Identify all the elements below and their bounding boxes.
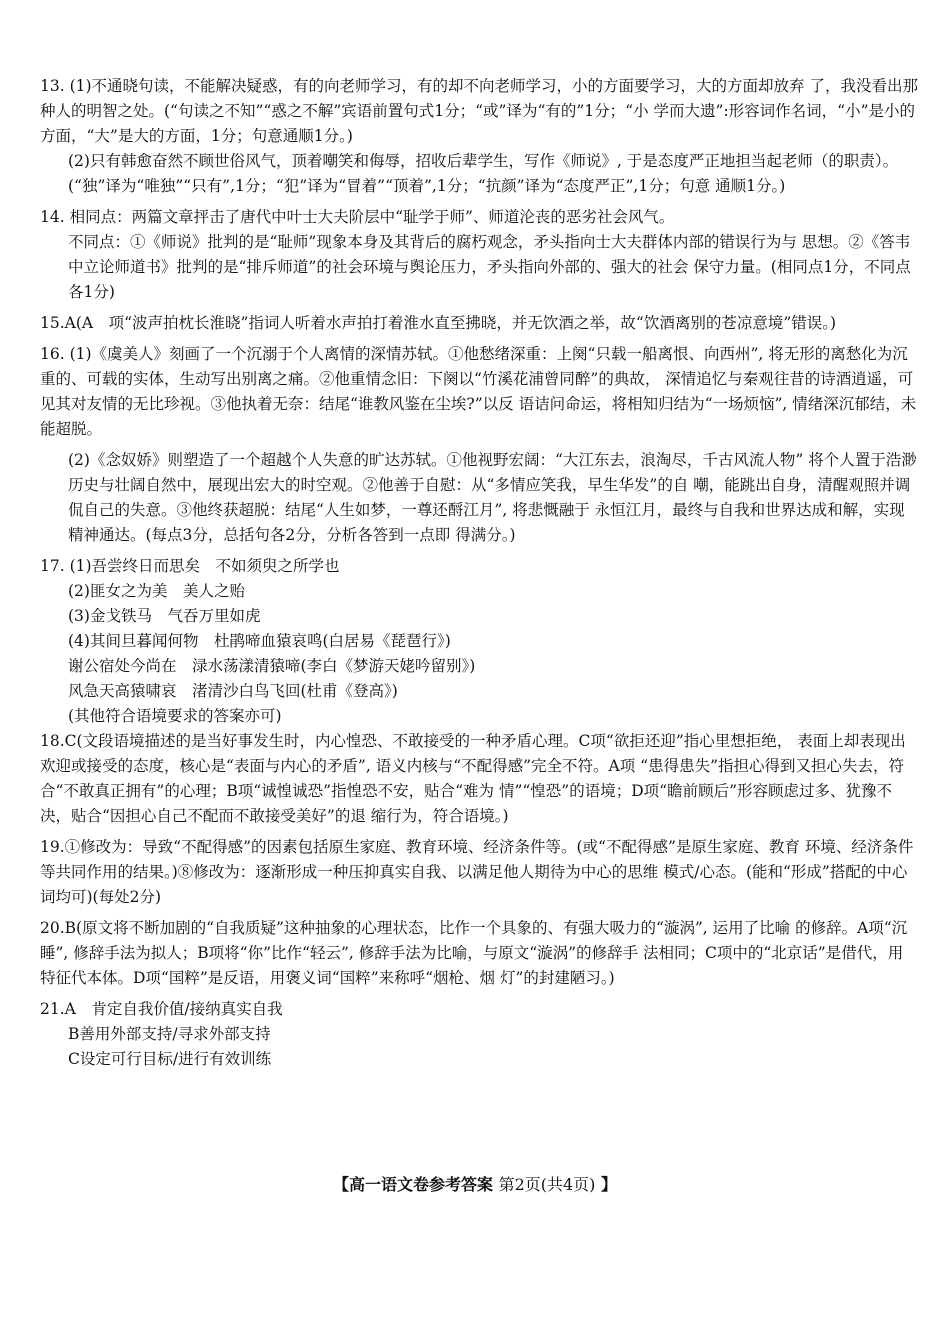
footer-page-number: 第2页(共4页) [498,1175,596,1194]
answer-17-line5: 谢公宿处今尚在 渌水荡漾清猿啼(李白《梦游天姥吟留别》) [68,657,476,675]
answer-16-part2: (2)《念奴娇》则塑造了一个超越个人失意的旷达苏轼。①他视野宏阔：“大江东去，浪淘尽，千古风流人物” 将个人置于浩渺历史与壮阔自然中，展现出宏大的时空观。②他善于自慰：从“多情应笑我，早生华发”的自 嘲，能跳出自身，清醒观照并调侃自己的失意。③他终获超脱：结尾“人生如梦，一尊还酹江月”, 将悲慨融于 永恒江月，最终与自我和世界达成和解，实现精神通达。(每点3分，总括句各2分，分析各答到一点即 得满分。) [68,451,917,544]
answer-13-part1: 13. (1)不通晓句读，不能解决疑惑，有的向老师学习，有的却不向老师学习，小的方面要学习，大的方面却放弃 了，我没看出那种人的明智之处。(“句读之不知”“惑之不解”宾语前置句式1分；“或”译为“有的”1分；“小 学而大遗”:形容词作名词，“小”是小的方面，“大”是大的方面，1分；句意通顺1分。) [40,77,918,145]
answer-17-note: (其他符合语境要求的答案亦可) [68,707,282,725]
answer-20: 20.B(原文将不断加剧的“自我质疑”这种抽象的心理状态，比作一个具象的、有强大吸力的“漩涡”, 运用了比喻 的修辞。A项“沉睡”, 修辞手法为拟人；B项将“你”比作“轻云”, 修辞手法为比喻，与原文“漩涡”的修辞手 法相同；C项中的“北京话”是借代，用特征代本体。D项“国粹”是反语，用褒义词“国粹”来称呼“烟枪、烟 灯”的封建陋习。) [40,919,908,987]
answer-14-similarity: 14. 相同点：两篇文章抨击了唐代中叶士大夫阶层中“耻学于师”、师道沦丧的恶劣社会风气。 [40,208,675,226]
answer-21-line1: 21.A 肯定自我价值/接纳真实自我 [40,1000,283,1018]
footer-close-bracket: 】 [601,1175,618,1194]
answer-19: 19.①修改为：导致“不配得感”的因素包括原生家庭、教育环境、经济条件等。(或“不配得感”是原生家庭、教育 环境、经济条件等共同作用的结果。)⑧修改为：逐渐形成一种压抑真实自我、以满足他人期待为中心的思维 模式/心态。(能和“形成”搭配的中心词均可)(每处2分) [40,838,914,906]
page-footer [0,1172,950,1195]
answer-17-line2: (2)匪女之为美 美人之贻 [68,582,245,600]
answer-16-part1: 16. (1)《虞美人》刻画了一个沉溺于个人离情的深情苏轼。①他愁绪深重：上阕“只载一船离恨、向西州”, 将无形的离愁化为沉重的、可载的实体，生动写出别离之痛。②他重情念旧：下阕以“竹溪花浦曾同醉”的典故， 深情追忆与秦观往昔的诗酒逍遥，可见其对友情的无比珍视。③他执着无奈：结尾“谁教风鉴在尘埃?”以反 语诘问命运，将相知归结为“一场烦恼”, 情绪深沉郁结，未能超脱。 [40,345,917,438]
footer-title: 【高一语文卷参考答案 [332,1175,493,1194]
answer-17-line6: 风急天高猿啸哀 渚清沙白鸟飞回(杜甫《登高》) [68,682,398,700]
answer-content [40,74,918,1072]
answer-21-line3: C设定可行目标/进行有效训练 [68,1050,272,1068]
answer-13-part2: (2)只有韩愈奋然不顾世俗风气，顶着嘲笑和侮辱，招收后辈学生，写作《师说》, 于是态度严正地担当起老师（的职责）。(“独”译为“唯独”“只有”,1分；“犯”译为“冒着”“顶着”,1分；“抗颜”译为“态度严正”,1分；句意 通顺1分。) [68,152,899,195]
answer-14-difference: 不同点：①《师说》批判的是“耻师”现象本身及其背后的腐朽观念，矛头指向士大夫群体内部的错误行为与 思想。②《答韦中立论师道书》批判的是“排斥师道”的社会环境与舆论压力，矛头指向外部的、强大的社会 保守力量。(相同点1分，不同点各1分) [68,233,911,301]
answer-15: 15.A(A 项“波声拍枕长淮晓”指词人听着水声拍打着淮水直至拂晓，并无饮酒之举，故“饮酒离别的苍凉意境”错误。) [40,314,837,332]
answer-17-line4: (4)其间旦暮闻何物 杜鹃啼血猿哀鸣(白居易《琵琶行》) [68,632,451,650]
answer-17-line1: 17. (1)吾尝终日而思矣 不如须臾之所学也 [40,557,340,575]
answer-17-line3: (3)金戈铁马 气吞万里如虎 [68,607,261,625]
answer-21-line2: B善用外部支持/寻求外部支持 [68,1025,271,1043]
answer-18: 18.C(文段语境描述的是当好事发生时，内心惶恐、不敢接受的一种矛盾心理。C项“欲拒还迎”指心里想拒绝， 表面上却表现出欢迎或接受的态度，核心是“表面与内心的矛盾”, 语义内核与“不配得感”完全不符。A项 “患得患失”指担心得到又担心失去，符合“不敢真正拥有”的心理；B项“诚惶诚恐”指惶恐不安，贴合“难为 情”“惶恐”的语境；D项“瞻前顾后”形容顾虑过多、犹豫不决，贴合“因担心自己不配而不敢接受美好”的退 缩行为，符合语境。) [40,732,906,825]
